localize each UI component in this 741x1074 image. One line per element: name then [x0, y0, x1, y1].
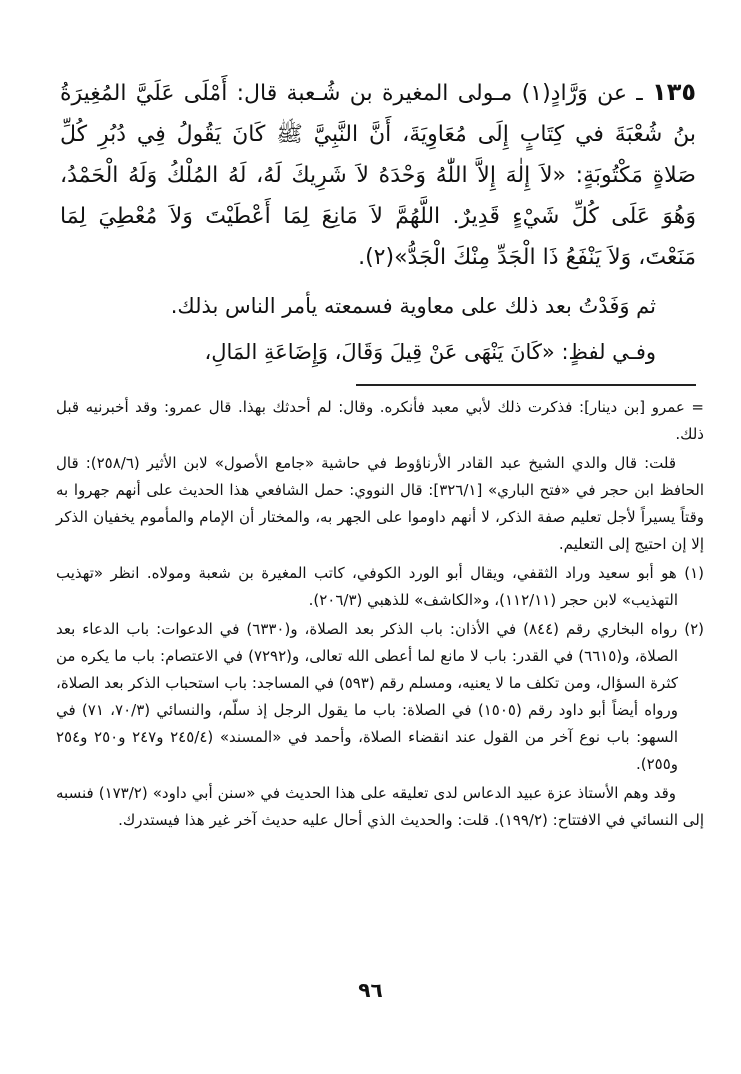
- hadith-number: ١٣٥: [652, 78, 696, 106]
- hadith-paragraph: [60, 72, 696, 278]
- footnotes: [56, 394, 704, 834]
- hadith-text: ـ عن وَرَّادٍ(١) مـولى المغيرة بن شُـعبة قال: أَمْلَى عَلَيَّ المُغِيرَةُ بنُ شُعْبَةَ في كِتَابٍ إِلَى مُعَاوِيَةَ، أَنَّ النَّبِيَّ ﷺ كَانَ يَقُولُ فِي دُبُرِ كُلِّ صَلاةٍ مَكْتُوبَةٍ: «لاَ إِلٰهَ إِلاَّ اللّٰهُ وَحْدَهُ لاَ شَرِيكَ لَهُ، لَهُ المُلْكُ وَلَهُ الْحَمْدُ، وَهُوَ عَلَى كُلِّ شَيْءٍ قَدِيرٌ. اللَّهُمَّ لاَ مَانِعَ لِمَا أَعْطَيْتَ وَلاَ مُعْطِيَ لِمَا مَنَعْتَ، وَلاَ يَنْفَعُ ذَا الْجَدِّ مِنْكَ الْجَدُّ»(٢).: [60, 81, 696, 270]
- narration-paragraph: ثم وَفَدْتُ بعد ذلك على معاوية فسمعته يأمر الناس بذلك.: [170, 294, 656, 318]
- main-text: [60, 72, 696, 370]
- footnote-1: (١) هو أبو سعيد وراد الثقفي، ويقال أبو الورد الكوفي، كاتب المغيرة بن شعبة ومولاه. انظر «تهذيب التهذيب» لابن حجر (١١٢/١١)، و«الكاشف» للذهبي (٢٠٦/٣).: [56, 564, 704, 609]
- footnote-continuation: = عمرو [بن دينار]: فذكرت ذلك لأبي معبد فأنكره. وقال: لم أحدثك بهذا. قال عمرو: وقد أخبرنيه قبل ذلك.: [56, 398, 704, 443]
- footnote-divider: [356, 384, 696, 386]
- footnote-note-sheikh: قلت: قال والدي الشيخ عبد القادر الأرناؤوط في حاشية «جامع الأصول» لابن الأثير (٢٥٨/٦): قال الحافظ ابن حجر في «فتح الباري» [٣٢٦/١]: قال النووي: حمل الشافعي هذا الحديث على أنهم جهروا به وقتاً يسيراً لأجل تعليم صفة الذكر، لا أنهم داوموا على الجهر به، والمختار أن الإمام والمأموم يخفيان الذكر إلا إن احتيج إلى التعليم.: [56, 454, 705, 553]
- page-number: ٩٦: [358, 978, 383, 1002]
- footnote-2: (٢) رواه البخاري رقم (٨٤٤) في الأذان: باب الذكر بعد الصلاة، و(٦٣٣٠) في الدعوات: باب الدعاء بعد الصلاة، و(٦٦١٥) في القدر: باب لا مانع لما أعطى الله تعالى، و(٧٢٩٢) في الاعتصام: باب ما يكره من كثرة السؤال، ومن تكلف ما لا يعنيه، ومسلم رقم (٥٩٣) في المساجد: باب استحباب الذكر بعد الصلاة، ورواه أيضاً أبو داود رقم (١٥٠٥) في الصلاة: باب ما يقول الرجل إذ سلّم، والنسائي (٧٠/٣، ٧١) في السهو: باب نوع آخر من القول عند انقضاء الصلاة، وأحمد في «المسند» (٢٤٥/٤ و٢٤٧ و٢٥٠ و٢٥٤ و٢٥٥).: [56, 620, 704, 773]
- alternate-wording-paragraph: وفـي لفظٍ: «كَانَ يَنْهَى عَنْ قِيلَ وَقَالَ، وَإِضَاعَةِ المَالِ،: [204, 340, 656, 364]
- footnote-note-daas: وقد وهم الأستاذ عزة عبيد الدعاس لدى تعليقه على هذا الحديث في «سنن أبي داود» (١٧٣/٢) فنسبه إلى النسائي في الافتتاح: (١٩٩/٢). قلت: والحديث الذي أحال عليه حديث آخر غير هذا فيستدرك.: [56, 784, 704, 829]
